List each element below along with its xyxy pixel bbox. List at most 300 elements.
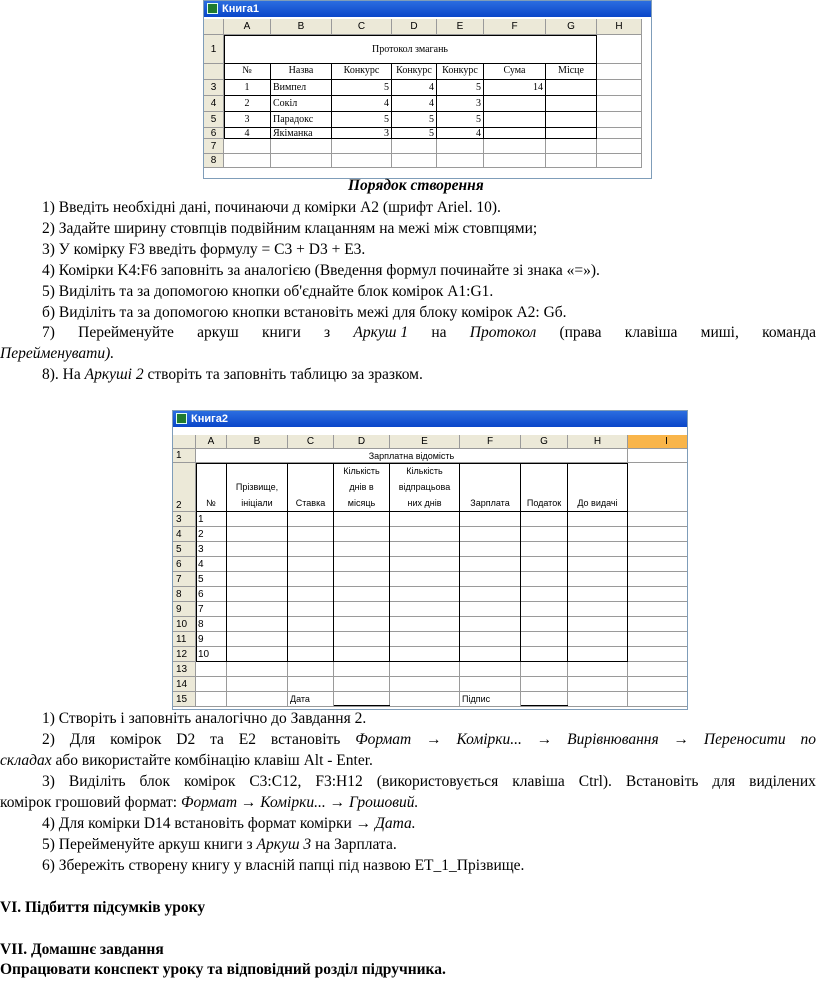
- cell[interactable]: [288, 512, 334, 527]
- header-cell[interactable]: Зарплата: [460, 463, 521, 512]
- data-cell[interactable]: 14: [484, 80, 546, 96]
- cell[interactable]: [227, 617, 288, 632]
- cell[interactable]: [334, 512, 390, 527]
- cell[interactable]: [484, 154, 546, 168]
- number-cell[interactable]: 7: [196, 602, 227, 617]
- cell[interactable]: [288, 602, 334, 617]
- cell[interactable]: [437, 154, 484, 168]
- header-cell[interactable]: Кількість відпрацьова них днів: [390, 463, 460, 512]
- cell[interactable]: [392, 154, 437, 168]
- cell[interactable]: [288, 677, 334, 692]
- cell[interactable]: [196, 692, 227, 707]
- data-cell[interactable]: 5: [437, 80, 484, 96]
- cell[interactable]: [227, 647, 288, 662]
- column-header-H[interactable]: H: [597, 19, 642, 35]
- cell[interactable]: [546, 154, 597, 168]
- data-cell[interactable]: Парадокс: [271, 112, 332, 128]
- task-4-pre: 4) Для комірки D14 встановіть формат комірки →: [42, 815, 376, 832]
- cell[interactable]: [521, 557, 568, 572]
- cell[interactable]: [334, 587, 390, 602]
- row-header-1[interactable]: 1: [173, 449, 196, 463]
- cell[interactable]: [568, 542, 628, 557]
- cell[interactable]: [628, 463, 688, 512]
- data-cell[interactable]: 1: [224, 80, 271, 96]
- cell[interactable]: [227, 692, 288, 707]
- cell-border: [436, 64, 437, 139]
- cell[interactable]: [288, 662, 334, 677]
- step-7: [42, 324, 816, 342]
- step-7-word: миші,: [700, 324, 739, 341]
- data-cell[interactable]: 4: [332, 96, 392, 112]
- cell[interactable]: [628, 602, 688, 617]
- window-title: Книга1: [222, 3, 259, 15]
- cell[interactable]: [227, 602, 288, 617]
- column-header-F[interactable]: F: [460, 435, 521, 449]
- header-cell[interactable]: Кількість днів в місяць: [334, 463, 390, 512]
- cell[interactable]: [390, 662, 460, 677]
- cell[interactable]: [597, 35, 642, 64]
- cell[interactable]: [390, 587, 460, 602]
- cell[interactable]: [521, 527, 568, 542]
- cell[interactable]: [568, 677, 628, 692]
- cell[interactable]: [196, 677, 227, 692]
- cell[interactable]: [568, 572, 628, 587]
- cell[interactable]: [332, 154, 392, 168]
- data-cell[interactable]: Вимпел: [271, 80, 332, 96]
- number-cell[interactable]: 3: [196, 542, 227, 557]
- task-2-path: Комірки...: [456, 731, 522, 748]
- header-cell[interactable]: Сума: [484, 64, 546, 80]
- cell[interactable]: [597, 96, 642, 112]
- cell[interactable]: [628, 647, 688, 662]
- cell[interactable]: [597, 128, 642, 139]
- data-cell[interactable]: 5: [392, 112, 437, 128]
- header-cell[interactable]: Назва: [271, 64, 332, 80]
- column-header-E[interactable]: E: [437, 19, 484, 35]
- cell-border: [224, 95, 597, 96]
- spreadsheet-grid[interactable]: [173, 435, 687, 709]
- cell[interactable]: [390, 512, 460, 527]
- cell[interactable]: [390, 647, 460, 662]
- number-cell[interactable]: 2: [196, 527, 227, 542]
- row-header-11[interactable]: 11: [173, 632, 196, 647]
- number-cell[interactable]: 5: [196, 572, 227, 587]
- cell[interactable]: [546, 80, 597, 96]
- cell[interactable]: [568, 617, 628, 632]
- cell[interactable]: [597, 139, 642, 154]
- row-header-8[interactable]: 8: [173, 587, 196, 602]
- step-3: 3) У комірку F3 введіть формулу = C3 + D3 + E3.: [42, 241, 366, 258]
- cell[interactable]: [597, 64, 642, 80]
- task-2-path: →: [673, 731, 690, 748]
- step-7-command: Перейменувати).: [0, 345, 115, 362]
- cell[interactable]: [521, 647, 568, 662]
- task-4: [42, 815, 416, 833]
- task-3-word: комірок: [184, 773, 236, 790]
- cell[interactable]: [390, 542, 460, 557]
- task-3-word: виділених: [749, 773, 816, 790]
- row-header-7[interactable]: 7: [173, 572, 196, 587]
- cell[interactable]: [568, 512, 628, 527]
- row-header-6[interactable]: 6: [204, 128, 224, 139]
- task-2: [42, 731, 816, 749]
- cell[interactable]: [271, 139, 332, 154]
- step-7-word: 7): [42, 324, 55, 341]
- cell[interactable]: [568, 527, 628, 542]
- row-header-10[interactable]: 10: [173, 617, 196, 632]
- cell-border: [224, 35, 225, 139]
- spreadsheet-grid[interactable]: [204, 19, 651, 178]
- cell[interactable]: [628, 542, 688, 557]
- task-3-word: Встановіть: [625, 773, 699, 790]
- data-cell[interactable]: 3: [224, 112, 271, 128]
- header-cell[interactable]: Конкурс: [437, 64, 484, 80]
- cell[interactable]: [597, 80, 642, 96]
- task-3-path: Формат → Комірки... → Грошовий.: [181, 794, 419, 811]
- cell-border: [196, 463, 628, 464]
- column-header-G[interactable]: G: [546, 19, 597, 35]
- cell[interactable]: [628, 632, 688, 647]
- cell[interactable]: [521, 512, 568, 527]
- column-header-D[interactable]: D: [392, 19, 437, 35]
- cell[interactable]: [460, 647, 521, 662]
- cell[interactable]: [227, 662, 288, 677]
- cell[interactable]: [568, 602, 628, 617]
- cell[interactable]: [227, 572, 288, 587]
- task-1: 1) Створіть і заповніть аналогічно до Завдання 2.: [42, 710, 367, 727]
- column-header-B[interactable]: B: [271, 19, 332, 35]
- cell[interactable]: [227, 557, 288, 572]
- cell[interactable]: [460, 662, 521, 677]
- cell-border: [333, 463, 334, 662]
- cell[interactable]: [390, 602, 460, 617]
- task-3-word: F3:H12: [315, 773, 363, 790]
- task-5-sheet: Аркуш 3: [256, 836, 312, 853]
- row-header-12[interactable]: 12: [173, 647, 196, 662]
- data-cell[interactable]: 5: [332, 112, 392, 128]
- cell[interactable]: [628, 527, 688, 542]
- cell-border: [391, 64, 392, 139]
- data-cell[interactable]: 4: [437, 128, 484, 139]
- cell-border: [270, 64, 271, 139]
- cell[interactable]: [521, 542, 568, 557]
- row-header-1[interactable]: 1: [204, 35, 224, 64]
- row-header-6[interactable]: 6: [173, 557, 196, 572]
- cell[interactable]: [521, 677, 568, 692]
- homework-text: Опрацювати конспект уроку та відповідний розділ підручника.: [0, 961, 446, 978]
- step-7-cont: [0, 345, 114, 363]
- cell[interactable]: [390, 617, 460, 632]
- cell[interactable]: [288, 572, 334, 587]
- data-cell[interactable]: 5: [332, 80, 392, 96]
- cell[interactable]: [390, 557, 460, 572]
- cell[interactable]: [334, 617, 390, 632]
- column-header-H[interactable]: H: [568, 435, 628, 449]
- task-3: [42, 773, 816, 791]
- cell[interactable]: [390, 572, 460, 587]
- merged-title-cell[interactable]: Зарплатна відомість: [196, 449, 628, 463]
- step-8-post: створіть та заповніть таблицю за зразком.: [143, 366, 423, 383]
- row-header-13[interactable]: 13: [173, 662, 196, 677]
- date-label-cell[interactable]: Дата: [288, 692, 334, 707]
- column-header-A[interactable]: A: [224, 19, 271, 35]
- header-cell[interactable]: №: [224, 64, 271, 80]
- cell[interactable]: [628, 557, 688, 572]
- cell[interactable]: [288, 527, 334, 542]
- cell[interactable]: [288, 617, 334, 632]
- cell[interactable]: [460, 557, 521, 572]
- cell[interactable]: [628, 449, 688, 463]
- cell[interactable]: [288, 542, 334, 557]
- cell[interactable]: [546, 139, 597, 154]
- cell[interactable]: [334, 602, 390, 617]
- cell[interactable]: [628, 587, 688, 602]
- cell[interactable]: [460, 632, 521, 647]
- task-5: [42, 836, 397, 854]
- column-header-C[interactable]: C: [332, 19, 392, 35]
- task-4-format: Дата.: [375, 815, 416, 832]
- cell[interactable]: [227, 527, 288, 542]
- task-3-word: для: [712, 773, 736, 790]
- data-cell[interactable]: 4: [392, 80, 437, 96]
- step-7-sheet: Аркуш 1: [353, 324, 409, 341]
- data-cell[interactable]: Якіманка: [271, 128, 332, 139]
- cell-border: [389, 463, 390, 662]
- cell[interactable]: [460, 587, 521, 602]
- row-header-5[interactable]: 5: [173, 542, 196, 557]
- row-header-3[interactable]: 3: [173, 512, 196, 527]
- number-cell[interactable]: 6: [196, 587, 227, 602]
- task-3-word: (використовується: [376, 773, 499, 790]
- cell[interactable]: [521, 632, 568, 647]
- cell[interactable]: [390, 692, 460, 707]
- cell[interactable]: [628, 617, 688, 632]
- row-header-7[interactable]: 7: [204, 139, 224, 154]
- row-header-3[interactable]: 3: [204, 80, 224, 96]
- cell[interactable]: [227, 587, 288, 602]
- cell[interactable]: [334, 647, 390, 662]
- row-header-4[interactable]: 4: [204, 96, 224, 112]
- number-cell[interactable]: 10: [196, 647, 227, 662]
- select-all-corner[interactable]: [204, 19, 224, 35]
- cell[interactable]: [460, 677, 521, 692]
- section-heading: Порядок створення: [348, 177, 484, 194]
- step-8: [42, 366, 423, 384]
- cell[interactable]: [568, 662, 628, 677]
- cell[interactable]: [196, 662, 227, 677]
- cell-border: [224, 79, 597, 80]
- cell[interactable]: [460, 617, 521, 632]
- cell[interactable]: [568, 632, 628, 647]
- window-title-bar: [173, 411, 687, 427]
- header-cell[interactable]: Місце: [546, 64, 597, 80]
- data-cell[interactable]: 4: [392, 96, 437, 112]
- task-2-word: 2): [42, 731, 55, 748]
- data-cell[interactable]: 3: [332, 128, 392, 139]
- cell[interactable]: [227, 632, 288, 647]
- merged-title-cell[interactable]: Протокол змагань: [224, 35, 597, 64]
- step-7-word: Перейменуйте: [78, 324, 174, 341]
- cell[interactable]: [224, 154, 271, 168]
- cell-border: [224, 35, 597, 36]
- cell[interactable]: [334, 542, 390, 557]
- number-cell[interactable]: 8: [196, 617, 227, 632]
- section-6-heading: VI. Підбиття підсумків уроку: [0, 899, 206, 916]
- cell[interactable]: [288, 632, 334, 647]
- cell[interactable]: [334, 632, 390, 647]
- cell[interactable]: [460, 542, 521, 557]
- cell-border: [331, 64, 332, 139]
- task-2-path: →: [536, 731, 553, 748]
- data-cell[interactable]: 2: [224, 96, 271, 112]
- step-7-word: з: [324, 324, 331, 341]
- sign-label-cell[interactable]: Підпис: [460, 692, 521, 707]
- row-header-4[interactable]: 4: [173, 527, 196, 542]
- header-cell[interactable]: Ставка: [288, 463, 334, 512]
- cell[interactable]: [460, 527, 521, 542]
- row-header-8[interactable]: 8: [204, 154, 224, 168]
- cell-border: [287, 463, 288, 662]
- cell-border: [196, 511, 628, 512]
- header-cell[interactable]: Конкурс: [332, 64, 392, 80]
- data-cell[interactable]: 3: [437, 96, 484, 112]
- task-3-word: Ctrl).: [578, 773, 612, 790]
- cell[interactable]: [460, 572, 521, 587]
- cell[interactable]: [597, 112, 642, 128]
- task-6: 6) Збережіть створену книгу у власній папці під назвою ЕТ_1_Прізвище.: [42, 857, 525, 874]
- cell[interactable]: [521, 572, 568, 587]
- cell[interactable]: [521, 587, 568, 602]
- step-2: 2) Задайте ширину стовпців подвійним клацанням на межі між стовпцями;: [42, 220, 538, 237]
- cell[interactable]: [227, 512, 288, 527]
- cell[interactable]: [288, 557, 334, 572]
- cell-border: [196, 463, 197, 662]
- cell[interactable]: [390, 677, 460, 692]
- select-all-corner[interactable]: [173, 435, 196, 449]
- task-2-word: комірок: [110, 731, 162, 748]
- cell-border: [627, 463, 628, 662]
- task-2-path: Вирівнювання: [567, 731, 659, 748]
- header-cell[interactable]: До видачі: [568, 463, 628, 512]
- task-2-path: по: [800, 731, 816, 748]
- header-cell[interactable]: Податок: [521, 463, 568, 512]
- cell[interactable]: [332, 139, 392, 154]
- cell[interactable]: [628, 662, 688, 677]
- excel-icon: [176, 413, 187, 424]
- cell[interactable]: [288, 587, 334, 602]
- data-cell[interactable]: [484, 112, 546, 128]
- number-cell[interactable]: 4: [196, 557, 227, 572]
- excel-icon: [207, 3, 218, 14]
- header-cell[interactable]: №: [196, 463, 227, 512]
- cell[interactable]: [334, 677, 390, 692]
- cell[interactable]: [521, 662, 568, 677]
- cell[interactable]: [568, 557, 628, 572]
- column-header-G[interactable]: G: [521, 435, 568, 449]
- row-header-14[interactable]: 14: [173, 677, 196, 692]
- header-cell[interactable]: Прізвище, ініціали: [227, 463, 288, 512]
- task-2-path: Формат: [355, 731, 412, 748]
- row-header-5[interactable]: 5: [204, 112, 224, 128]
- row-header-9[interactable]: 9: [173, 602, 196, 617]
- cell[interactable]: [227, 542, 288, 557]
- step-7-on: на: [431, 324, 447, 341]
- task-3-pre: комірок грошовий формат:: [0, 794, 181, 811]
- column-header-F[interactable]: F: [484, 19, 546, 35]
- column-header-C[interactable]: C: [288, 435, 334, 449]
- cell[interactable]: [628, 572, 688, 587]
- cell-border: [596, 35, 597, 139]
- cell[interactable]: [521, 617, 568, 632]
- cell-border: [483, 64, 484, 139]
- cell[interactable]: [628, 512, 688, 527]
- row-header-15[interactable]: 15: [173, 692, 196, 707]
- cell[interactable]: [568, 587, 628, 602]
- column-header-E[interactable]: E: [390, 435, 460, 449]
- task-3-cont: [0, 794, 418, 812]
- cell[interactable]: [568, 692, 628, 707]
- cell[interactable]: [546, 96, 597, 112]
- cell[interactable]: [437, 139, 484, 154]
- cell[interactable]: [460, 602, 521, 617]
- cell[interactable]: [227, 677, 288, 692]
- task-2-rest: або використайте комбінацію клавіш Alt - Enter.: [51, 752, 373, 769]
- row-header-2[interactable]: [204, 64, 224, 80]
- column-header-D[interactable]: D: [334, 435, 390, 449]
- data-cell[interactable]: [484, 96, 546, 112]
- task-5-post: на Зарплата.: [311, 836, 397, 853]
- cell[interactable]: [568, 647, 628, 662]
- column-header-A[interactable]: A: [196, 435, 227, 449]
- cell[interactable]: [628, 677, 688, 692]
- cell[interactable]: [334, 527, 390, 542]
- data-cell[interactable]: 4: [224, 128, 271, 139]
- step-7-target: Протокол: [469, 324, 537, 341]
- task-2-word: E2: [238, 731, 257, 748]
- data-cell[interactable]: Сокіл: [271, 96, 332, 112]
- cell-border: [334, 705, 390, 706]
- cell[interactable]: [460, 512, 521, 527]
- cell[interactable]: [334, 557, 390, 572]
- column-header-B[interactable]: B: [227, 435, 288, 449]
- cell[interactable]: [597, 154, 642, 168]
- cell[interactable]: [224, 139, 271, 154]
- cell[interactable]: [334, 662, 390, 677]
- cell[interactable]: [521, 602, 568, 617]
- cell[interactable]: [392, 139, 437, 154]
- cell[interactable]: [390, 527, 460, 542]
- cell[interactable]: [288, 647, 334, 662]
- cell[interactable]: [484, 139, 546, 154]
- task-3-word: Виділіть: [68, 773, 126, 790]
- column-header-I[interactable]: I: [628, 435, 688, 449]
- cell[interactable]: [390, 632, 460, 647]
- data-cell[interactable]: 5: [392, 128, 437, 139]
- header-cell[interactable]: Конкурс: [392, 64, 437, 80]
- cell[interactable]: [546, 112, 597, 128]
- row-header-2[interactable]: 2: [173, 463, 196, 512]
- task-5-pre: 5) Перейменуйте аркуш книги з: [42, 836, 257, 853]
- step-7-word: клавіша: [624, 324, 678, 341]
- cell[interactable]: [334, 572, 390, 587]
- cell[interactable]: [628, 692, 688, 707]
- task-2-cont: [0, 752, 373, 770]
- number-cell[interactable]: 1: [196, 512, 227, 527]
- cell[interactable]: [271, 154, 332, 168]
- number-cell[interactable]: 9: [196, 632, 227, 647]
- data-cell[interactable]: 5: [437, 112, 484, 128]
- section-7-heading: VII. Домашнє завдання: [0, 941, 164, 958]
